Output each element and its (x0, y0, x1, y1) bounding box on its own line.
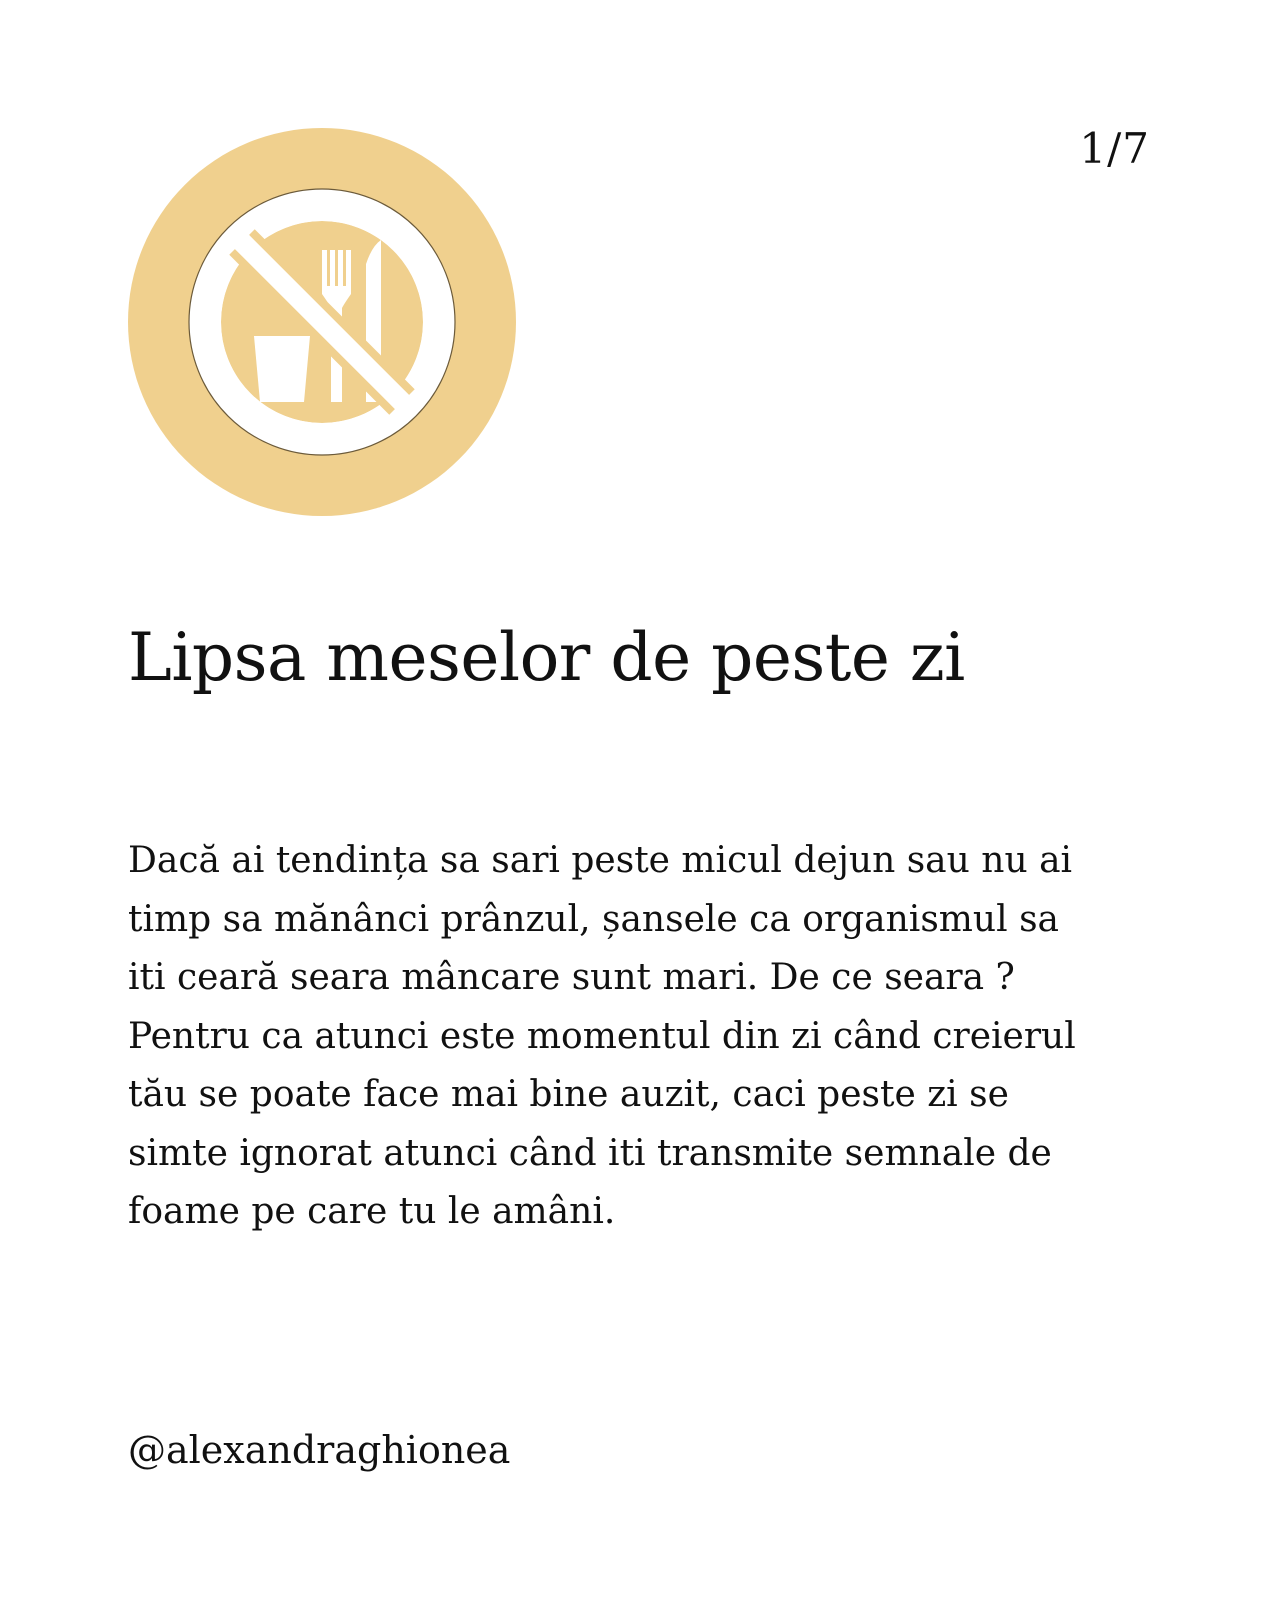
body-line: tău se poate face mai bine auzit, caci peste zi se (128, 1074, 1009, 1115)
page-title: Lipsa meselor de peste zi (128, 619, 965, 696)
body-line: Pentru ca atunci este momentul din zi când creierul (128, 1015, 1076, 1057)
body-line: Dacă ai tendința sa sari peste micul dejun sau nu ai (128, 840, 1073, 881)
author-handle: @alexandraghionea (128, 1428, 511, 1472)
body-line: iti ceară seara mâncare sunt mari. De ce seara ? (128, 957, 1015, 998)
no-food-icon (128, 128, 516, 516)
body-line: simte ignorat atunci când iti transmite semnale de (128, 1132, 1052, 1174)
body-line: foame pe care tu le amâni. (128, 1191, 616, 1232)
page-indicator: 1/7 (1079, 124, 1150, 173)
body-line: timp sa mănânci prânzul, șansele ca organismul sa (128, 898, 1060, 940)
body-paragraph (128, 832, 1178, 1242)
